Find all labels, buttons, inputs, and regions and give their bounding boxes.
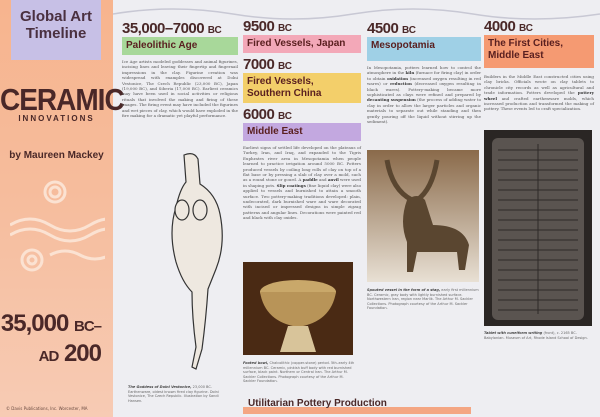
stag-vessel-photo: [367, 150, 479, 282]
range-ad: AD: [38, 348, 59, 365]
column-mesopotamia: [367, 20, 481, 124]
date-heading: 7000 BC: [243, 56, 292, 73]
column-paleolithic: [122, 20, 238, 118]
copyright: © Davis Publications, Inc. Worcester, MA: [6, 406, 88, 411]
date-heading: 6000 BC: [243, 106, 292, 123]
figurine-caption: The Goddess of Dolni Vestonice, 23,000 BC. Earthenware, oldest known fired clay figurine. Dolni Vestonice, The Czech Republic. Illustration by Sandi Hansen.: [128, 385, 219, 403]
spiral-decoration-icon: [10, 180, 105, 275]
era-title-bar: Mesopotamia: [367, 37, 481, 61]
cuneiform-tablet-photo: [484, 130, 592, 326]
author: by Maureen Mackey: [9, 150, 104, 161]
era-title-bar: Paleolithic Age: [122, 37, 238, 55]
goddess-figurine-illustration: [150, 150, 230, 380]
range-start: 35,000: [0, 310, 69, 337]
era-title-bar: Fired Vessels, Japan: [243, 35, 361, 53]
range-end: 200: [63, 340, 101, 367]
stag-caption: Spouted vessel in the form of a stag, early first millennium BC. Ceramic, gray body with lightly burnished surface. Northwestern Iran, region near Marlik. The Arthur M. Sackler Collections. Photograph courtesy of the Arthur M. Sackler Foundation.: [367, 288, 479, 311]
poster-title: CERAMIC: [0, 82, 124, 117]
poster-subtitle: INNOVATIONS: [18, 114, 95, 123]
date-heading: 4500 BC: [367, 20, 416, 37]
era-title-bar: The First Cities, Middle East: [484, 35, 594, 68]
wave-decoration-icon: [113, 0, 600, 20]
section-title: Utilitarian Pottery Production: [248, 398, 387, 409]
body-text: Ice Age artists modeled goddesses and animal figurines, incising lines and leaving their fingertip and fingernail impressions in the clay. Figurine creation was widespread with examples discovered at Dolni Vestonice, The Czech Republic (23,000 BC), Japan (19,000 BC), and Siberia (17,000 BC). Earliest ceramics may have been used in social activities or religious rituals that involved the making and firing of these images. The firing event may have included the figurines and wet pieces of clay, which would have exploded in the fire making for a dramatic yet playful performance.: [122, 59, 238, 119]
series-title: Global Art Timeline: [11, 0, 101, 60]
section-footer: [243, 398, 471, 414]
date-heading: 9500 BC: [243, 18, 292, 35]
footed-bowl-photo: [243, 262, 353, 355]
date-heading: 4000 BC: [484, 18, 533, 35]
date-range: [1, 310, 101, 370]
bowl-caption: Footed bowl, Chalcolithic (copper-stone) period. 5th–early 4th millennium BC. Ceramic, pinkish buff body with red burnished surface, black paint. Northern or Central Iran. The Arthur M. Sackler Collections. Photograph courtesy of the Arthur M. Sackler Foundation.: [243, 361, 355, 384]
body-text: In Mesopotamia, potters learned how to control the atmosphere in the kiln (furnace for firing clay) in order to obtain oxidation (increased oxygen resulting in red wares) or reduction (decreased oxygen resulting in black wares). Pottery-making became more sophisticated as clays were refined and prepared by decanting suspension (the process of adding water to clay in order to allow the larger particles and organic materials to separate out while standing and then gently pouring off the liquid without stirring up the sediment).: [367, 65, 481, 125]
date-heading: 35,000–7000 BC: [122, 20, 222, 37]
body-text: Earliest signs of settled life developed on the plateaus of Turkey, Iran, and Iraq, and expanded to the Tigris Euphrates river area in Mesopotamia when people learned to practice irrigation around 5000 BC. Potters produced vessels by coiling long rolls of clay on top of a flat base or by pressing a slab of clay over a mold, such as a round stone or gourd. A paddle and anvil were used in shaping pots. Slip coatings (fine liquid clay) were also applied to vessels and burnished to attain a smooth surface. Two pottery-making traditions developed: plain, undecorated, dark burnished ware and ware decorated with incised or impressed designs in simple zigzag patterns and angular lines. Decorations were painted red and black with clay oxides.: [243, 145, 361, 221]
era-title-bar: Fired Vessels, Southern China: [243, 73, 361, 103]
column-first-cities: [484, 18, 594, 112]
range-bc: BC–: [73, 318, 101, 335]
body-text: Builders in the Middle East constructed cities using clay bricks. Officials wrote on clay tablets to chronicle city records as well as agricultural and trade information. Potters developed the pottery wheel and crafted earthenware molds, which increased production and transformed the making of pottery. These events led to craft specialization.: [484, 74, 595, 112]
era-title-bar: Middle East: [243, 123, 361, 141]
column-vessels: [243, 18, 361, 221]
title-panel: [0, 0, 124, 417]
tablet-caption: Tablet with cuneiform writing (front), c. 2165 BC. Babylonian. Museum of Art, Rhode Island School of Design.: [484, 331, 588, 340]
